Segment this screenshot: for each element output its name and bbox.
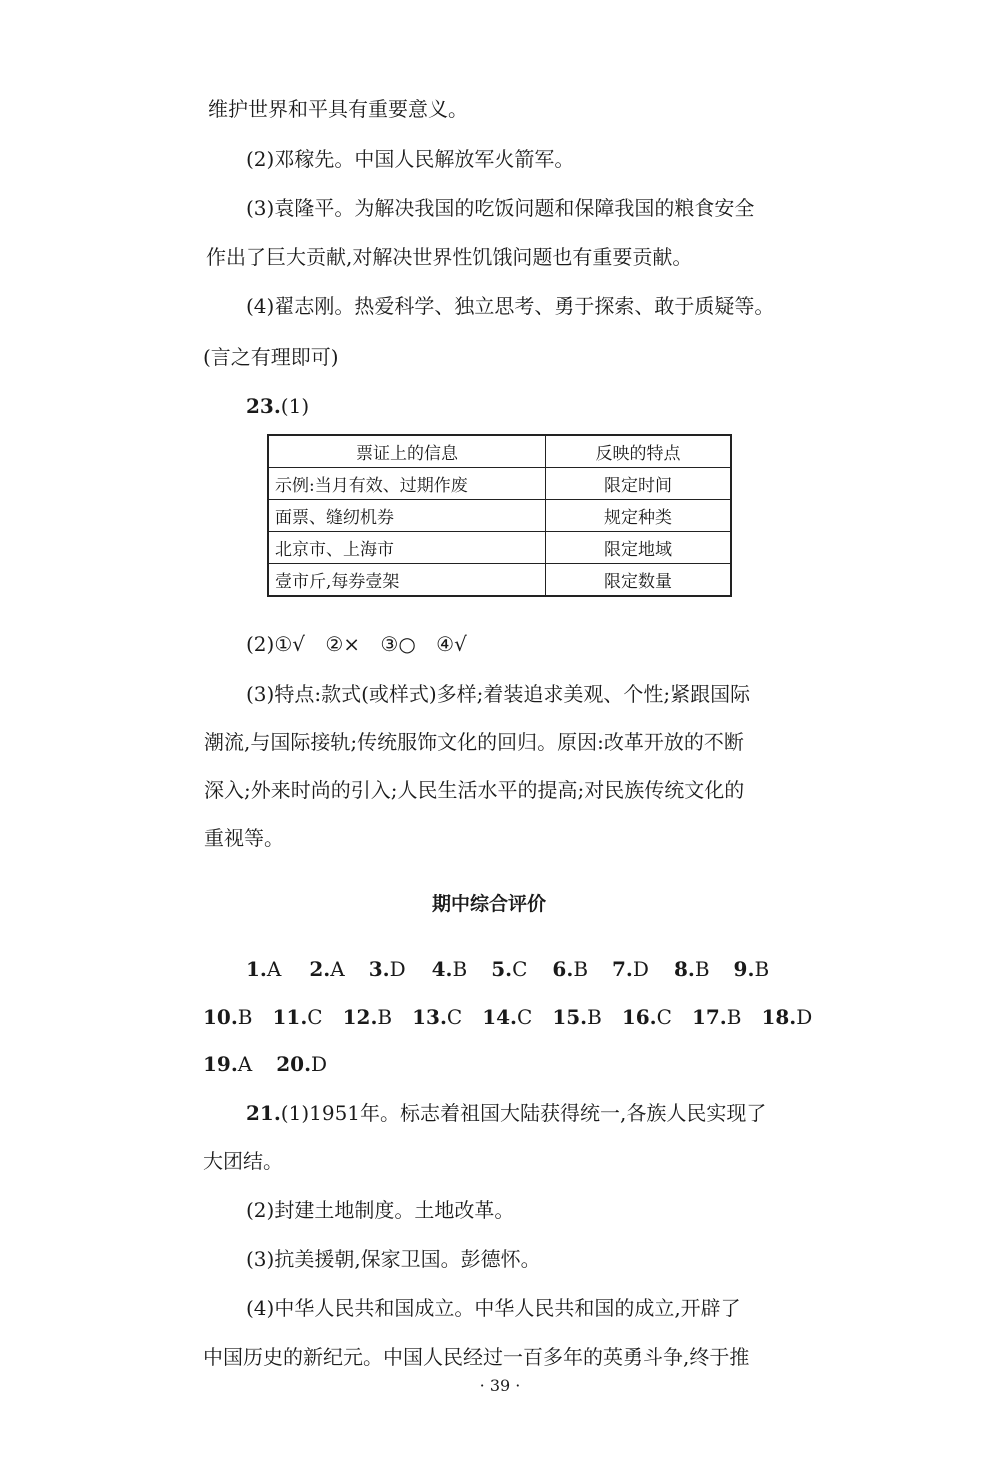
text-line: 中国历史的新纪元。中国人民经过一百多年的英勇斗争,终于推 xyxy=(203,1345,750,1369)
section-title: 期中综合评价 xyxy=(432,893,547,915)
answer-item xyxy=(491,955,527,983)
answer-number: 6. xyxy=(552,957,574,981)
table-cell: 限定地域 xyxy=(546,532,732,564)
answer-choice: B xyxy=(754,957,770,981)
watermark-logo xyxy=(794,1400,984,1466)
text-line: 作出了巨大贡献,对解决世界性饥饿问题也有重要贡献。 xyxy=(206,245,693,269)
answer-number: 19. xyxy=(203,1052,238,1076)
answer-choice: D xyxy=(389,957,406,981)
answer-number: 17. xyxy=(691,1005,727,1029)
answer-row-1 xyxy=(246,955,769,983)
answer-choice: B xyxy=(726,1005,742,1029)
answer-number: 15. xyxy=(552,1005,588,1029)
answer-number: 13. xyxy=(412,1005,447,1029)
question-23-label xyxy=(246,392,309,420)
text-line: (2)邓稼先。中国人民解放军火箭军。 xyxy=(246,147,575,171)
answer-item xyxy=(552,1003,602,1031)
answer-choice: C xyxy=(307,1005,323,1029)
answer-item xyxy=(343,1003,393,1031)
table-row xyxy=(268,468,731,500)
table-row xyxy=(268,564,731,597)
text-line: 重视等。 xyxy=(204,826,284,850)
question-text: (1)1951年。标志着祖国大陆获得统一,各族人民实现了 xyxy=(280,1101,767,1125)
text-line: (3)抗美援朝,保家卫国。彭德怀。 xyxy=(246,1247,541,1271)
answer-number: 16. xyxy=(621,1005,657,1029)
table-header-cell: 票证上的信息 xyxy=(268,435,546,468)
answer-choice: B xyxy=(377,1005,393,1029)
table-row xyxy=(268,500,731,532)
answer-choice: C xyxy=(446,1005,463,1029)
table-header-row xyxy=(268,435,731,468)
answer-number: 4. xyxy=(431,957,453,981)
text-line: 维护世界和平具有重要意义。 xyxy=(208,97,468,121)
answer-choice: C xyxy=(656,1005,672,1029)
answer-number: 20. xyxy=(276,1052,312,1076)
answer-row-3 xyxy=(203,1050,327,1078)
answer-number: 10. xyxy=(203,1005,238,1029)
answer-choice: B xyxy=(573,957,589,981)
question-number: 21. xyxy=(246,1101,281,1125)
table-row xyxy=(268,532,731,564)
answer-item xyxy=(369,955,406,983)
answer-number: 2. xyxy=(309,957,331,981)
answer-number: 5. xyxy=(491,957,513,981)
answer-item xyxy=(482,1003,532,1031)
question-21-line xyxy=(246,1099,766,1127)
answer-number: 3. xyxy=(368,957,390,981)
table-cell: 北京市、上海市 xyxy=(268,532,546,564)
answer-item xyxy=(203,1050,252,1078)
answer-item xyxy=(674,955,710,983)
answer-choice: A xyxy=(266,957,282,981)
answer-row-2 xyxy=(203,1003,812,1031)
answer-number: 11. xyxy=(272,1005,308,1029)
answer-item xyxy=(612,955,649,983)
text-line: (言之有理即可) xyxy=(203,345,339,369)
answer-item xyxy=(309,955,344,983)
answer-choice: D xyxy=(632,957,649,981)
question-number: 23. xyxy=(246,394,281,418)
text-line: 深入;外来时尚的引入;人民生活水平的提高;对民族传统文化的 xyxy=(204,778,745,802)
answer-item xyxy=(203,1003,253,1031)
answer-choice: B xyxy=(587,1005,602,1029)
answer-choice: D xyxy=(311,1052,328,1076)
ticket-info-table xyxy=(267,434,732,597)
question-part: (1) xyxy=(280,394,310,418)
answer-choice: B xyxy=(694,957,710,981)
answer-number: 14. xyxy=(482,1005,518,1029)
answer-item xyxy=(734,955,770,983)
answer-number: 7. xyxy=(612,957,633,981)
answer-choice: B xyxy=(237,1005,253,1029)
page-number: · 39 · xyxy=(479,1376,521,1395)
answer-choice: A xyxy=(237,1052,253,1076)
answer-item xyxy=(432,955,468,983)
table-cell: 示例:当月有效、过期作废 xyxy=(268,468,546,500)
answer-item xyxy=(276,1050,327,1078)
answer-item xyxy=(692,1003,742,1031)
answer-item xyxy=(412,1003,462,1031)
answer-item xyxy=(761,1003,812,1031)
text-line: (3)特点:款式(或样式)多样;着装追求美观、个性;紧跟国际 xyxy=(246,682,751,706)
answer-number: 18. xyxy=(761,1005,797,1029)
text-line: 大团结。 xyxy=(203,1149,283,1173)
text-line: (4)翟志刚。热爱科学、独立思考、勇于探索、敢于质疑等。 xyxy=(246,294,775,318)
answer-choice: B xyxy=(452,957,468,981)
text-line: 潮流,与国际接轨;传统服饰文化的回归。原因:改革开放的不断 xyxy=(204,730,744,754)
answer-number: 12. xyxy=(342,1005,378,1029)
answer-number: 8. xyxy=(673,957,695,981)
table-header-cell: 反映的特点 xyxy=(546,435,732,468)
answer-number: 1. xyxy=(246,957,267,981)
text-line: (4)中华人民共和国成立。中华人民共和国的成立,开辟了 xyxy=(246,1296,741,1320)
table-cell: 壹市斤,每券壹架 xyxy=(268,564,546,597)
table-cell: 限定数量 xyxy=(546,564,732,597)
answer-item xyxy=(552,955,588,983)
table-cell: 规定种类 xyxy=(546,500,732,532)
answer-item xyxy=(622,1003,672,1031)
answer-choice: A xyxy=(330,957,345,981)
answer-choice: D xyxy=(796,1005,813,1029)
text-line: (3)袁隆平。为解决我国的吃饭问题和保障我国的粮食安全 xyxy=(246,196,755,220)
text-line: (2)①√ ②× ③○ ④√ xyxy=(246,632,467,656)
table-cell: 面票、缝纫机券 xyxy=(268,500,546,532)
table-cell: 限定时间 xyxy=(546,468,732,500)
answer-choice: C xyxy=(517,1005,533,1029)
answer-item xyxy=(246,955,281,983)
answer-number: 9. xyxy=(733,957,755,981)
answer-choice: C xyxy=(512,957,528,981)
answer-item xyxy=(273,1003,323,1031)
text-line: (2)封建土地制度。土地改革。 xyxy=(246,1198,515,1222)
